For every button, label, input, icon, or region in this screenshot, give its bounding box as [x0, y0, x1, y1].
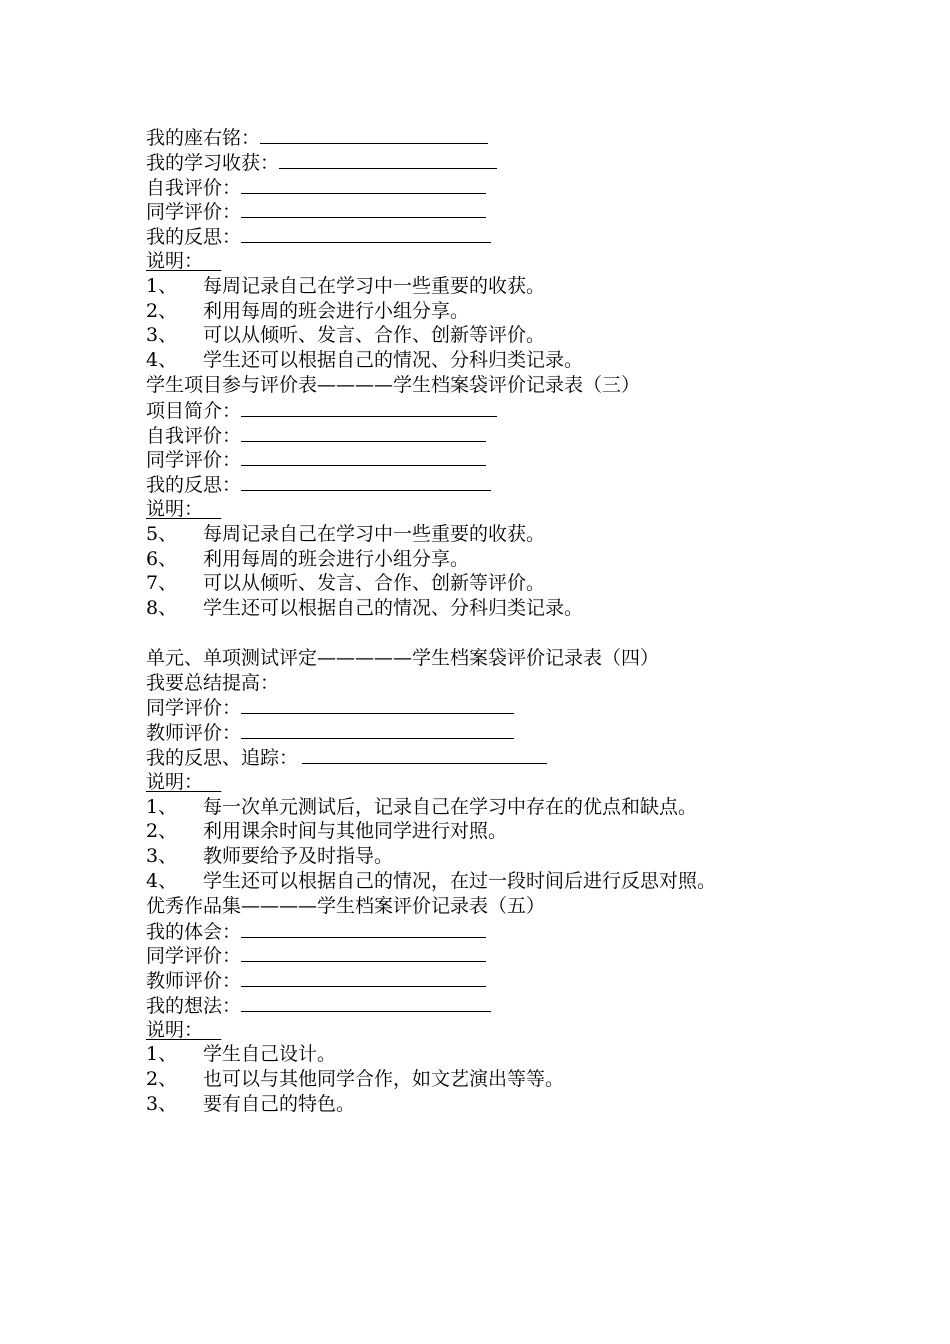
list-number: 4、 [146, 349, 178, 372]
list-item [146, 819, 846, 844]
field-label: 我的座右铭： [146, 127, 261, 149]
field-label: 项目简介： [146, 399, 242, 422]
list-number: 6、 [146, 547, 178, 570]
list-number: 7、 [146, 572, 178, 595]
section-4 [146, 894, 846, 1117]
list-number: 5、 [146, 522, 178, 545]
field-label: 我的反思、追踪： [146, 746, 299, 769]
fill-in-blank [241, 447, 486, 466]
fill-in-blank [279, 150, 497, 169]
list-item [146, 795, 846, 820]
field-row [146, 175, 846, 200]
list-item [146, 869, 846, 894]
field-row [146, 919, 846, 944]
list-text: 每周记录自己在学习中一些重要的收获。 [203, 522, 546, 545]
field-label: 我的反思： [146, 226, 242, 249]
list-number: 8、 [146, 597, 178, 620]
fill-in-blank [302, 745, 547, 764]
list-item [146, 1042, 846, 1067]
field-row [146, 125, 846, 150]
section-1 [146, 125, 846, 373]
list-item [146, 323, 846, 348]
fill-in-blank [241, 695, 514, 714]
list-text: 每一次单元测试后，记录自己在学习中存在的优点和缺点。 [203, 795, 698, 818]
fill-in-blank [241, 943, 486, 962]
section-2 [146, 373, 846, 621]
list-text: 教师要给予及时指导。 [203, 845, 394, 868]
list-number: 1、 [146, 274, 178, 297]
fill-in-blank [241, 720, 514, 739]
field-label: 同学评价： [146, 945, 242, 968]
list-item [146, 844, 846, 869]
section-title: 单元、单项测试评定—————学生档案袋评价记录表（四） [146, 646, 660, 669]
field-row [146, 968, 846, 993]
list-text: 要有自己的特色。 [203, 1093, 356, 1116]
list-number: 2、 [146, 820, 178, 843]
field-label: 自我评价： [146, 424, 242, 447]
note-label: 说明： [146, 497, 204, 520]
field-label: 同学评价： [146, 449, 242, 472]
field-row [146, 943, 846, 968]
field-row [146, 423, 846, 448]
list-number: 3、 [146, 324, 178, 347]
section-subtitle: 我要总结提高： [146, 671, 280, 694]
field-row [146, 472, 846, 497]
fill-in-blank [241, 224, 491, 243]
field-row [146, 150, 846, 175]
fill-in-blank [241, 423, 486, 442]
note-label: 说明： [146, 1018, 204, 1041]
field-label: 同学评价： [146, 201, 242, 224]
list-text: 利用每周的班会进行小组分享。 [203, 547, 470, 570]
fill-in-blank [241, 993, 491, 1012]
fill-in-blank [241, 472, 491, 491]
list-number: 2、 [146, 1068, 178, 1091]
section-title: 学生项目参与评价表————学生档案袋评价记录表（三） [146, 373, 641, 396]
field-row [146, 745, 846, 770]
field-row [146, 695, 846, 720]
list-item [146, 547, 846, 572]
document-content [146, 125, 846, 1117]
list-item [146, 299, 846, 324]
list-text: 每周记录自己在学习中一些重要的收获。 [203, 274, 546, 297]
fill-in-blank [260, 125, 488, 144]
list-text: 学生自己设计。 [203, 1043, 337, 1066]
list-item [146, 571, 846, 596]
list-text: 学生还可以根据自己的情况，在过一段时间后进行反思对照。 [203, 869, 717, 892]
note-label: 说明： [146, 770, 204, 793]
list-text: 学生还可以根据自己的情况、分科归类记录。 [203, 349, 584, 372]
note-heading [146, 1018, 846, 1043]
list-text: 学生还可以根据自己的情况、分科归类记录。 [203, 597, 584, 620]
note-heading [146, 770, 846, 795]
field-label: 教师评价： [146, 722, 242, 745]
section-title: 优秀作品集————学生档案评价记录表（五） [146, 894, 546, 917]
list-item [146, 522, 846, 547]
list-text: 利用课余时间与其他同学进行对照。 [203, 820, 508, 843]
list-text: 可以从倾听、发言、合作、创新等评价。 [203, 324, 546, 347]
field-label: 自我评价： [146, 176, 242, 199]
field-row [146, 398, 846, 423]
note-heading [146, 249, 846, 274]
field-label: 我的体会： [146, 920, 242, 943]
field-row [146, 993, 846, 1018]
list-item [146, 1067, 846, 1092]
fill-in-blank [241, 199, 486, 218]
list-text: 也可以与其他同学合作，如文艺演出等等。 [203, 1068, 565, 1091]
list-item [146, 274, 846, 299]
list-number: 2、 [146, 299, 178, 322]
list-item [146, 596, 846, 621]
field-row [146, 447, 846, 472]
list-item [146, 348, 846, 373]
list-item [146, 1092, 846, 1117]
fill-in-blank [241, 919, 486, 938]
list-number: 1、 [146, 795, 178, 818]
list-number: 4、 [146, 869, 178, 892]
blank-line [146, 621, 846, 646]
fill-in-blank [241, 175, 486, 194]
list-text: 利用每周的班会进行小组分享。 [203, 299, 470, 322]
list-number: 3、 [146, 845, 178, 868]
list-number: 3、 [146, 1093, 178, 1116]
note-heading [146, 497, 846, 522]
fill-in-blank [241, 968, 486, 987]
field-row [146, 224, 846, 249]
note-label: 说明： [146, 249, 204, 272]
field-label: 教师评价： [146, 970, 242, 993]
field-label: 我的反思： [146, 474, 242, 497]
field-row [146, 720, 846, 745]
section-3 [146, 646, 846, 894]
fill-in-blank [241, 398, 497, 417]
field-label: 我的学习收获： [146, 151, 280, 174]
list-text: 可以从倾听、发言、合作、创新等评价。 [203, 572, 546, 595]
field-label: 同学评价： [146, 697, 242, 720]
field-row [146, 199, 846, 224]
field-label: 我的想法： [146, 994, 242, 1017]
list-number: 1、 [146, 1043, 178, 1066]
